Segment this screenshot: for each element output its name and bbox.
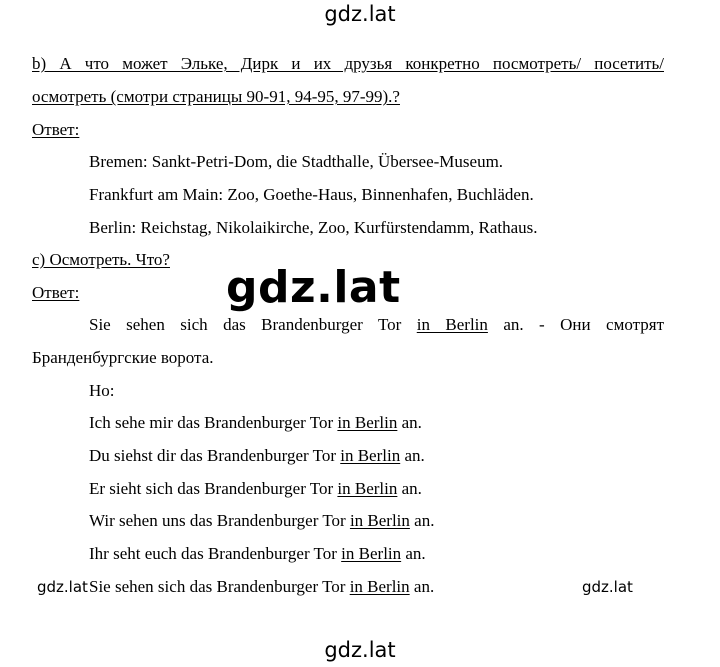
- example-line-1: [89, 315, 664, 335]
- example-line-2: Бранденбургские ворота.: [32, 348, 214, 367]
- conjugation-post: an.: [409, 577, 435, 596]
- conjugation-place: in Berlin: [337, 479, 398, 498]
- conjugation-pre: Ich sehe mir das Brandenburger Tor: [89, 413, 338, 432]
- watermark-top: gdz.lat: [324, 2, 396, 26]
- watermark-left: gdz.lat: [37, 578, 88, 596]
- watermark-bottom: gdz.lat: [324, 638, 396, 662]
- conjugation-place: in Berlin: [349, 511, 410, 530]
- conjugation-place: in Berlin: [341, 544, 402, 563]
- city-bremen: Bremen: Sankt-Petri-Dom, die Stadthalle, Übersee-Museum.: [89, 152, 504, 171]
- conjugation-pre: Du siehst dir das Brandenburger Tor: [89, 446, 341, 465]
- conjugation-place: in Berlin: [337, 413, 398, 432]
- answer-label-2: Ответ:: [32, 283, 80, 302]
- conjugation-post: an.: [397, 479, 422, 498]
- conjugation-place: in Berlin: [340, 446, 401, 465]
- question-b-line-2: осмотреть (смотри страницы 90-91, 94-95, 97-99).?: [32, 87, 400, 106]
- conjugation-post: an.: [400, 446, 425, 465]
- watermark-right: gdz.lat: [582, 578, 633, 596]
- example-place: in Berlin: [416, 315, 488, 334]
- question-b-line-1: b) А что может Эльке, Дирк и их друзья конкретно посмотреть/ посетить/: [32, 54, 664, 73]
- conjugation-post: an.: [401, 544, 426, 563]
- city-berlin: Berlin: Reichstag, Nikolaikirche, Zoo, Kurfürstendamm, Rathaus.: [89, 218, 538, 237]
- conjugation-post: an.: [409, 511, 435, 530]
- answer-label-1: Ответ:: [32, 120, 80, 139]
- conjugation-ich: [89, 413, 422, 433]
- question-c: c) Осмотреть. Что?: [32, 250, 170, 269]
- conjugation-du: [89, 446, 425, 466]
- conjugation-sie: [89, 577, 434, 597]
- watermark-center: gdz.lat: [226, 262, 401, 313]
- conjugation-pre: Ihr seht euch das Brandenburger Tor: [89, 544, 342, 563]
- city-frankfurt: Frankfurt am Main: Zoo, Goethe-Haus, Binnenhafen, Buchläden.: [89, 185, 534, 204]
- conjugation-er: [89, 479, 422, 499]
- conjugation-place: in Berlin: [349, 577, 410, 596]
- conjugation-ihr: [89, 544, 426, 564]
- conjugation-pre: Sie sehen sich das Brandenburger Tor: [89, 577, 350, 596]
- conjugation-post: an.: [397, 413, 422, 432]
- conjugation-pre: Wir sehen uns das Brandenburger Tor: [89, 511, 350, 530]
- conjugation-wir: [89, 511, 434, 531]
- but-label: Но:: [89, 381, 115, 400]
- example-part-1: Sie sehen sich das Brandenburger Tor: [89, 315, 417, 334]
- conjugation-pre: Er sieht sich das Brandenburger Tor: [89, 479, 338, 498]
- example-part-2: an. - Они смотрят: [487, 315, 665, 334]
